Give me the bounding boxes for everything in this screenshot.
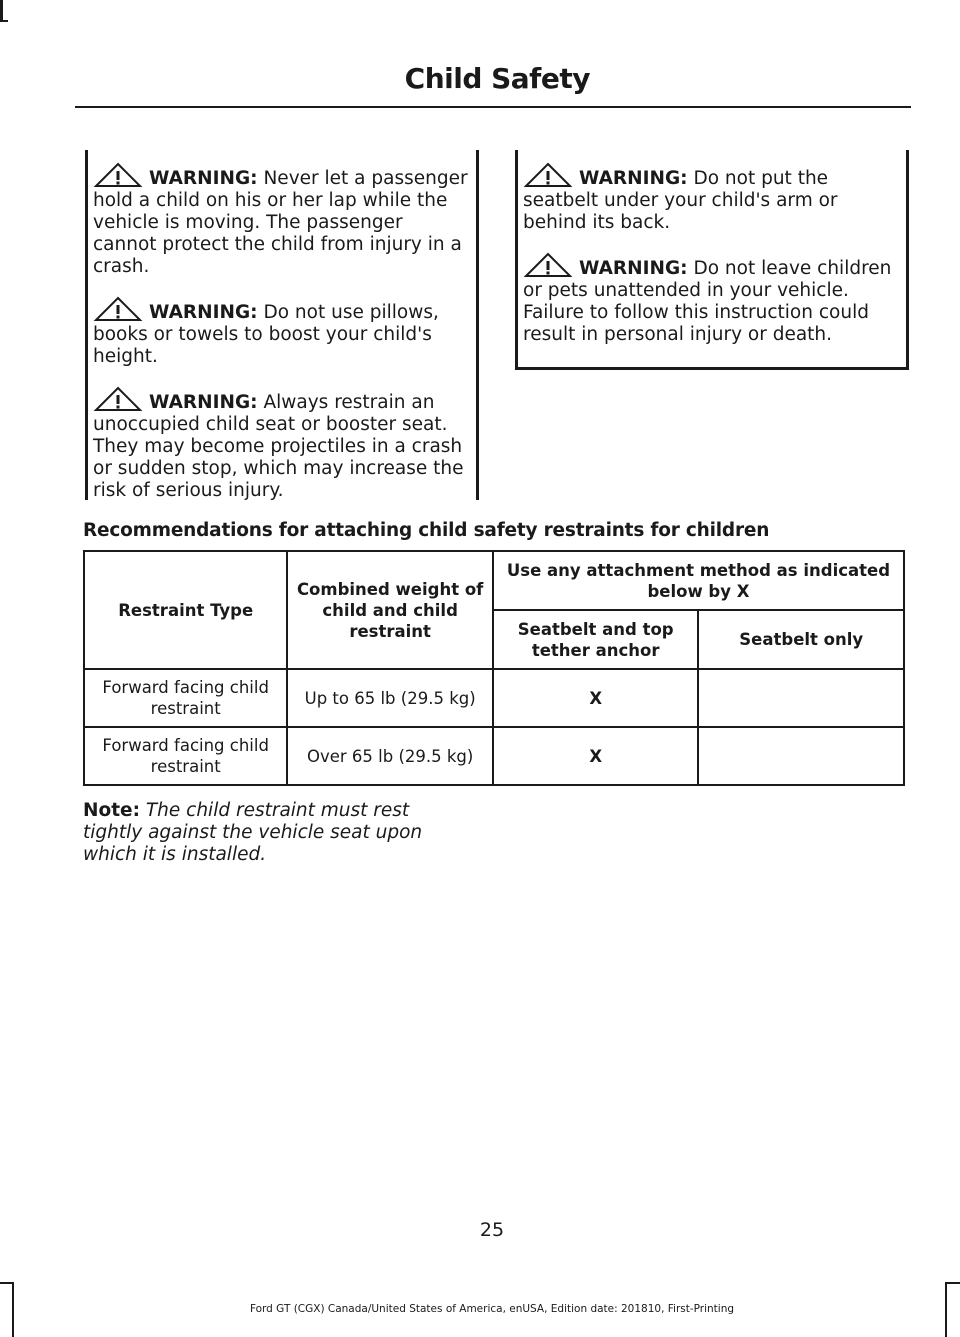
footer-edition-text: Ford GT (CGX) Canada/United States of America, enUSA, Edition date: 201810, First-Printing: [249, 1303, 735, 1315]
weight-cell: Over 65 lb (29.5 kg): [287, 727, 493, 785]
warning-label: WARNING:: [579, 168, 688, 189]
seatbelt-only-cell: [698, 727, 904, 785]
warning-triangle-icon: [93, 386, 143, 412]
seatbelt-only-cell: [698, 669, 904, 727]
page-number: 25: [479, 1219, 505, 1241]
crop-mark: [0, 0, 3, 22]
page-title: Child Safety: [404, 62, 590, 95]
warning-text: Do not leave children or pets unattended in your vehicle. Failure to follow this instruction could result in personal injury or death.: [523, 258, 892, 345]
warning-triangle-icon: [523, 252, 573, 278]
crop-mark: [0, 20, 8, 22]
column-header-seatbelt-top-tether: Seatbelt and top tether anchor: [493, 610, 699, 669]
warning-item: [93, 386, 471, 502]
restraint-recommendations-table: [83, 550, 905, 786]
warning-text: Do not use pillows, books or towels to boost your child's height.: [93, 302, 439, 367]
column-header-restraint-type: Restraint Type: [84, 551, 287, 669]
seatbelt-top-tether-cell: X: [493, 727, 699, 785]
column-header-seatbelt-only: Seatbelt only: [698, 610, 904, 669]
warning-item: [93, 296, 471, 368]
warning-item: [93, 162, 471, 278]
column-header-combined-weight: Combined weight of child and child restraint: [287, 551, 493, 669]
warning-text: Do not put the seatbelt under your child's arm or behind its back.: [523, 168, 838, 233]
warning-triangle-icon: [93, 296, 143, 322]
table-row: [84, 727, 904, 785]
crop-mark: [0, 1282, 14, 1284]
restraint-type-cell: Forward facing child restraint: [84, 727, 287, 785]
column-header-attachment-method: Use any attachment method as indicated below by X: [493, 551, 904, 610]
note-label: Note:: [83, 800, 140, 821]
section-heading: Recommendations for attaching child safety restraints for children: [83, 520, 770, 541]
warning-box-left: [85, 150, 479, 500]
warning-item: [523, 252, 901, 346]
note-paragraph: [83, 800, 473, 866]
warning-label: WARNING:: [149, 392, 258, 413]
warning-text: Always restrain an unoccupied child seat or booster seat. They may become projectiles in a crash or sudden stop, which may increase the risk of serious injury.: [93, 392, 464, 501]
warning-label: WARNING:: [149, 302, 258, 323]
seatbelt-top-tether-cell: X: [493, 669, 699, 727]
warning-item: [523, 162, 901, 234]
warning-label: WARNING:: [579, 258, 688, 279]
warning-triangle-icon: [523, 162, 573, 188]
crop-mark: [945, 1282, 960, 1284]
weight-cell: Up to 65 lb (29.5 kg): [287, 669, 493, 727]
warning-box-right: [515, 150, 909, 370]
warning-text: Never let a passenger hold a child on his or her lap while the vehicle is moving. The passenger cannot protect the child from injury in a crash.: [93, 168, 468, 277]
table-row: [84, 669, 904, 727]
header-divider: [75, 106, 911, 108]
table-header-row: [84, 551, 904, 610]
restraint-type-cell: Forward facing child restraint: [84, 669, 287, 727]
note-text: The child restraint must rest tightly against the vehicle seat upon which it is installed.: [83, 800, 423, 865]
warning-label: WARNING:: [149, 168, 258, 189]
warning-triangle-icon: [93, 162, 143, 188]
